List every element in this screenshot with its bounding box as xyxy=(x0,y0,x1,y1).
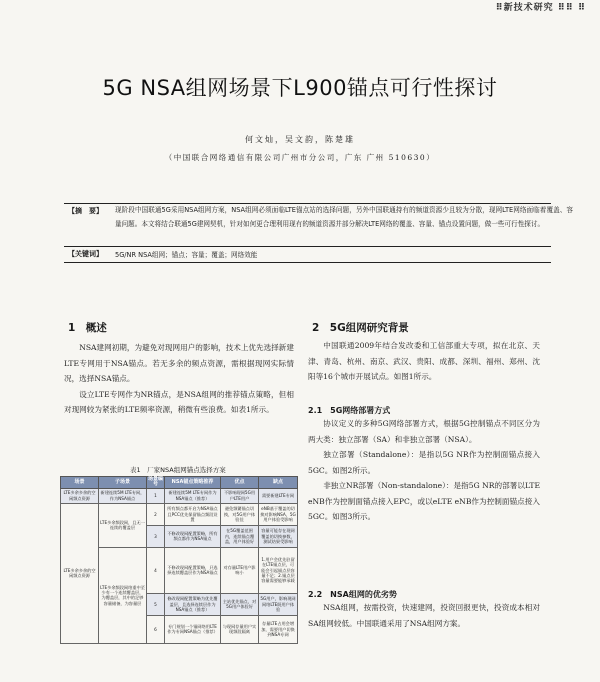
keywords-text: 5G/NR NSA组网；锚点；容量；覆盖；网络效能 xyxy=(115,251,258,259)
table-row xyxy=(61,488,298,503)
column-header: 场景 xyxy=(61,477,99,489)
abstract-text: 现阶段中国联通5G采用NSA组网方案，NSA组网必须面临LTE锚点站的选择问题，另外中国联通持有的频道资源少且较为分散，现网LTE网络面临着覆盖、容量问题。本文将结合联通5G建网契机，针对如何更合理利用现有的频道资源并部分解决LTE网络的覆盖、容量、锚点设置问题，做一些可行性探讨。 xyxy=(115,206,573,228)
affiliation: （中国联合网络通信有限公司广州市分公司，广东 广州 510630） xyxy=(164,153,436,162)
keywords-rule xyxy=(64,246,551,247)
section-2-2-body xyxy=(308,600,540,631)
strategy-cell: 不修改现网配置策略，所有频点都作为NSA锚点 xyxy=(165,525,221,547)
section-2-2-paragraph: NSA组网，按需投资，快速建网，投资回报更快，投资成本相对SA组网较低。中国联通采用了NSA组网方案。 xyxy=(308,603,540,628)
column-header: 场景编号 xyxy=(148,476,164,488)
column-header: 缺点 xyxy=(259,477,298,489)
scene-cell: LTE多余多余的空闲频点资源 xyxy=(61,503,99,643)
section-1-paragraph: NSA建网初期，为避免对现网用户的影响，技术上优先选择新建LTE专网用于NSA锚点。若无多余的频点资源，需根据现网实际情况，选择NSA锚点。 xyxy=(64,343,294,383)
subscene-cell: LTE多余频段网络重中至少有一个连续覆盖层，为覆盖层，其中的足够容量储备，为容量层 xyxy=(99,547,147,643)
pro-cell: 避免频繁锚点切换，对5G用户体验佳 xyxy=(221,503,259,525)
con-cell: 存量LTE占用会增加，需要用户切换到NSA专网 xyxy=(259,615,298,643)
section-2-paragraph: 中国联通2009年结合发改委和工信部重大专项，拟在北京、天津、青岛、杭州、南京、武汉、贵阳、成都、深圳、福州、郑州、沈阳等16个城市开展试点。如图1所示。 xyxy=(308,341,540,381)
authors: 何文灿，吴文韵，陈楚雄 xyxy=(245,135,355,144)
page-title: 5G NSA组网场景下L900锚点可行性探讨 xyxy=(102,76,498,100)
con-cell: 1.用户会优先驻留在LTE锚点层，可能会引起锚点层容量不足；2.锚点层容量需要能够承载 xyxy=(259,547,298,593)
section-2-intro xyxy=(308,338,540,385)
scene-number-cell: 5 xyxy=(147,593,165,615)
section-1-body xyxy=(64,340,294,418)
column-header: 优点 xyxy=(221,477,259,489)
strategy-cell: 专门规划一个锚网络用LTE作为专网NSA锚点（推荐） xyxy=(165,615,221,643)
section-2-1-heading: 2.1 5G网络部署方式 xyxy=(308,406,391,415)
column-header: 子场景 xyxy=(99,477,147,489)
pro-cell: 与现网存量用户实现频段隔离 xyxy=(221,615,259,643)
pro-cell: 主站优先锚点，对5G用户体验好 xyxy=(221,593,259,615)
section-2-heading: 2 5G组网研究背景 xyxy=(312,322,409,334)
table-1 xyxy=(60,476,298,644)
con-cell: eNB基于覆盖的切换对影响NSA，5G用户体验受影响 xyxy=(259,503,298,525)
strategy-cell: 修改现网配置策略为优先覆盖层，且选择连续层作为NSA锚点（推荐） xyxy=(165,593,221,615)
keywords-bottom-rule xyxy=(64,262,551,263)
scene-number-cell: 6 xyxy=(147,615,165,643)
pro-cell: 不影响现网5G用户LTE用户 xyxy=(221,488,259,503)
section-2-1-paragraph: 非独立NR部署（Non-standalone）：是指5G NR的部署以LTE eNB作为控制面锚点接入EPC，或以eLTE eNB作为控制面锚点接入5GC。如图3所示。 xyxy=(308,481,540,521)
table-row xyxy=(61,503,298,525)
pro-cell: 在5G覆盖范围内，连续锚点覆盖，用户体验好 xyxy=(221,525,259,547)
scene-number-cell: 2 xyxy=(147,503,165,525)
strategy-cell: 不修改现网配置策略，只选择连续覆盖层作为NSA锚点 xyxy=(165,547,221,593)
con-cell: 容量可能存在现网覆盖的切换参数，测试结果受影响 xyxy=(259,525,298,547)
pro-cell: 对存量LTE用户影响小 xyxy=(221,547,259,593)
section-2-2-heading: 2.2 NSA组网的优劣势 xyxy=(308,590,397,599)
section-2-1-paragraph: 独立部署（Standalone）：是指以5G NR作为控制面锚点接入5GC。如图2所示。 xyxy=(308,450,540,475)
subscene-cell: 新建连续5M LTE专网，作为NSA锚点 xyxy=(99,488,147,503)
table-1-caption: 表1 厂家NSA组网锚点选择方案 xyxy=(130,466,226,474)
con-cell: 需要新建LTE专网 xyxy=(259,488,298,503)
column-header: NSA锚点策略推荐 xyxy=(165,477,221,489)
con-cell: 5G用户，影响现网网络LTE既用户体验 xyxy=(259,593,298,615)
abstract-label: 【摘 要】 xyxy=(68,207,103,215)
subscene-cell: LTE多余频段网，且无一连续的覆盖层 xyxy=(99,503,147,547)
section-1-paragraph: 设立LTE专网作为NR锚点，是NSA组网的推荐锚点策略，但相对现网较为紧张的LTE频率资源，稍微有些浪费。如表1所示。 xyxy=(64,389,294,414)
journal-section-tag: ⠿新技术研究 ⠿⠿ ⠿ xyxy=(495,3,586,13)
section-2-1-paragraph: 协议定义的多种5G网络部署方式，根据5G控制锚点不同区分为两大类：独立部署（SA）和非独立部署（NSA）。 xyxy=(308,419,540,444)
table-header-row xyxy=(61,477,298,489)
strategy-cell: 新建连续5M LTE专网作为NSA锚点（推荐） xyxy=(165,488,221,503)
scene-number-cell: 1 xyxy=(147,488,165,503)
section-1-heading: 1 概述 xyxy=(68,322,107,334)
scene-cell: LTE多余多余的空闲频点资源 xyxy=(61,488,99,503)
section-2-1-body xyxy=(308,416,540,525)
keywords-label: 【关键词】 xyxy=(68,250,103,258)
scene-number-cell: 3 xyxy=(147,525,165,547)
scene-number-cell: 4 xyxy=(147,547,165,593)
strategy-cell: 所有频点都开启为NSA锚点且PCC优先保留锚点频段设置 xyxy=(165,503,221,525)
